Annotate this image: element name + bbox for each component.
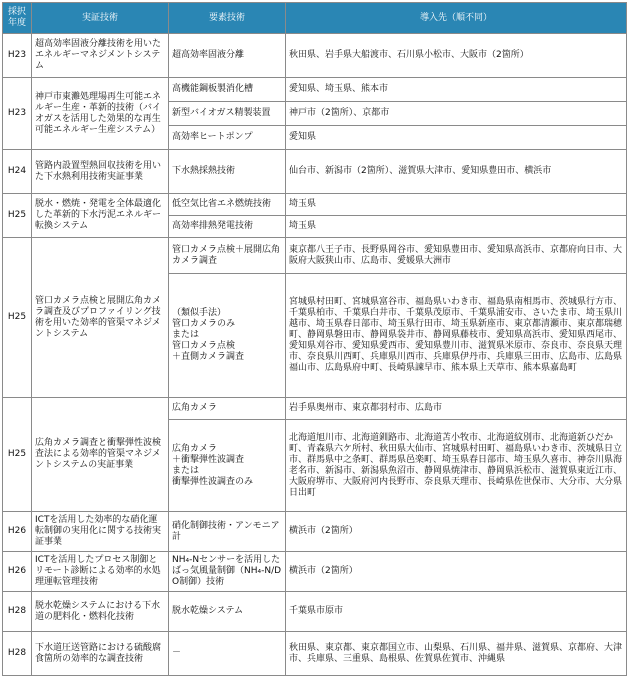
dest-cell: 愛知県、埼玉県、熊本市 <box>286 78 627 102</box>
dest-cell: 神戸市（2箇所）、京都市 <box>286 102 627 126</box>
table-row <box>3 150 627 194</box>
elem-cell: 低空気比省エネ燃焼技術 <box>169 194 286 216</box>
tech-table <box>2 2 627 676</box>
table-row <box>3 592 627 632</box>
year-cell: H23 <box>3 34 32 78</box>
header-row <box>3 3 627 34</box>
tech-cell: 管路内設置型熱回収技術を用いた下水熱利用技術実証事業 <box>32 150 169 194</box>
table-row <box>3 632 627 676</box>
table-row <box>3 512 627 552</box>
tech-cell: 下水道圧送管路における硫酸腐食箇所の効率的な調査技術 <box>32 632 169 676</box>
year-cell: H26 <box>3 552 32 592</box>
dest-cell: 仙台市、新潟市（2箇所）、滋賀県大津市、愛知県豊田市、横浜市 <box>286 150 627 194</box>
dest-cell: 埼玉県 <box>286 216 627 238</box>
elem-cell: 下水熱採熱技術 <box>169 150 286 194</box>
tech-cell: 脱水乾燥システムにおける下水道の肥料化・燃料化技術 <box>32 592 169 632</box>
tech-cell: 脱水・燃焼・発電を全体最適化した革新的下水汚泥エネルギー転換システム <box>32 194 169 238</box>
elem-cell: （類似手法） 管口カメラのみ または 管口カメラ点検 ＋直側カメラ調査 <box>169 274 286 398</box>
year-cell: H28 <box>3 592 32 632</box>
elem-cell: 新型バイオガス精製装置 <box>169 102 286 126</box>
elem-cell: 高機能鋼板製消化槽 <box>169 78 286 102</box>
table-row <box>3 34 627 78</box>
elem-cell: 管口カメラ点検＋展開広角カメラ調査 <box>169 238 286 274</box>
year-cell: H25 <box>3 194 32 238</box>
elem-cell: － <box>169 632 286 676</box>
dest-cell: 横浜市（2箇所） <box>286 512 627 552</box>
header-elem: 要素技術 <box>169 3 286 34</box>
year-cell: H23 <box>3 78 32 150</box>
elem-cell: 高効率ヒートポンプ <box>169 126 286 150</box>
year-cell: H26 <box>3 512 32 552</box>
table-row <box>3 78 627 102</box>
year-cell: H25 <box>3 238 32 398</box>
table-row <box>3 238 627 274</box>
elem-cell: 広角カメラ ＋衝撃弾性波調査 または 衝撃弾性波調査のみ <box>169 420 286 512</box>
dest-cell: 千葉県市原市 <box>286 592 627 632</box>
table-row <box>3 552 627 592</box>
elem-cell: NH₄-Nセンサーを活用したばっ気風量制御（NH₄-N/DO制御）技術 <box>169 552 286 592</box>
tech-cell: 神戸市東灘処理場再生可能エネルギー生産・革新的技術（バイオガスを活用した効果的な再生可能エネルギー生産システム） <box>32 78 169 150</box>
dest-cell: 秋田県、東京都、東京都国立市、山梨県、石川県、福井県、滋賀県、京都府、大津市、兵庫県、三重県、島根県、佐賀県佐賀市、沖縄県 <box>286 632 627 676</box>
dest-cell: 北海道旭川市、北海道釧路市、北海道苫小牧市、北海道紋別市、北海道新ひだか町、青森県六ケ所村、秋田県大仙市、宮城県村田町、福島県いわき市、茨城県日立市、群馬県中之条町、群馬県邑楽町、埼玉県春日部市、埼玉県久喜市、神奈川県海老名市、新潟市、新潟県魚沼市、静岡県焼津市、静岡県浜松市、滋賀県東近江市、大阪府堺市、大阪府河内長野市、奈良県天理市、長崎県佐世保市、大分市、大分県日出町 <box>286 420 627 512</box>
header-tech: 実証技術 <box>32 3 169 34</box>
dest-cell: 東京都八王子市、長野県岡谷市、愛知県豊田市、愛知県高浜市、京都府向日市、大阪府大阪狭山市、広島市、愛媛県大洲市 <box>286 238 627 274</box>
tech-cell: 広角カメラ調査と衝撃弾性波検査法による効率的管渠マネジメントシステムの実証事業 <box>32 398 169 512</box>
elem-cell: 脱水乾燥システム <box>169 592 286 632</box>
elem-cell: 硝化制御技術・アンモニア計 <box>169 512 286 552</box>
header-dest: 導入先（順不同） <box>286 3 627 34</box>
dest-cell: 横浜市（2箇所） <box>286 552 627 592</box>
tech-cell: 管口カメラ点検と展開広角カメラ調査及びプロファイリング技術を用いた効率的管渠マネジメントシステム <box>32 238 169 398</box>
dest-cell: 岩手県奥州市、東京都羽村市、広島市 <box>286 398 627 420</box>
table-row <box>3 194 627 216</box>
year-cell: H24 <box>3 150 32 194</box>
elem-cell: 高効率排熱発電技術 <box>169 216 286 238</box>
elem-cell: 広角カメラ <box>169 398 286 420</box>
year-cell: H28 <box>3 632 32 676</box>
dest-cell: 宮城県村田町、宮城県富谷市、福島県いわき市、福島県南相馬市、茨城県行方市、千葉県柏市、千葉県白井市、千葉県茂原市、千葉県浦安市、さいたま市、埼玉県川越市、埼玉県春日部市、埼玉県行田市、埼玉県新座市、東京都清瀬市、東京都瑞穂町、静岡県磐田市、静岡県袋井市、静岡県藤枝市、愛知県高浜市、愛知県西尾市、愛知県刈谷市、愛知県愛西市、愛知県豊川市、滋賀県米原市、奈良市、奈良県天理市、奈良県川西町、兵庫県川西市、兵庫県伊丹市、兵庫県三田市、広島市、広島県福山市、広島県府中町、長崎県諫早市、熊本県上天草市、熊本県嘉島町 <box>286 274 627 398</box>
header-year: 採択 年度 <box>3 3 32 34</box>
dest-cell: 埼玉県 <box>286 194 627 216</box>
elem-cell: 超高効率固液分離 <box>169 34 286 78</box>
year-cell: H25 <box>3 398 32 512</box>
table-row <box>3 398 627 420</box>
dest-cell: 秋田県、岩手県大船渡市、石川県小松市、大阪市（2箇所） <box>286 34 627 78</box>
tech-cell: ICTを活用したプロセス制御とリモート診断による効率的水処理運転管理技術 <box>32 552 169 592</box>
tech-cell: ICTを活用した効率的な硝化運転制御の実用化に関する技術実証事業 <box>32 512 169 552</box>
dest-cell: 愛知県 <box>286 126 627 150</box>
tech-cell: 超高効率固液分離技術を用いたエネルギーマネジメントシステム <box>32 34 169 78</box>
